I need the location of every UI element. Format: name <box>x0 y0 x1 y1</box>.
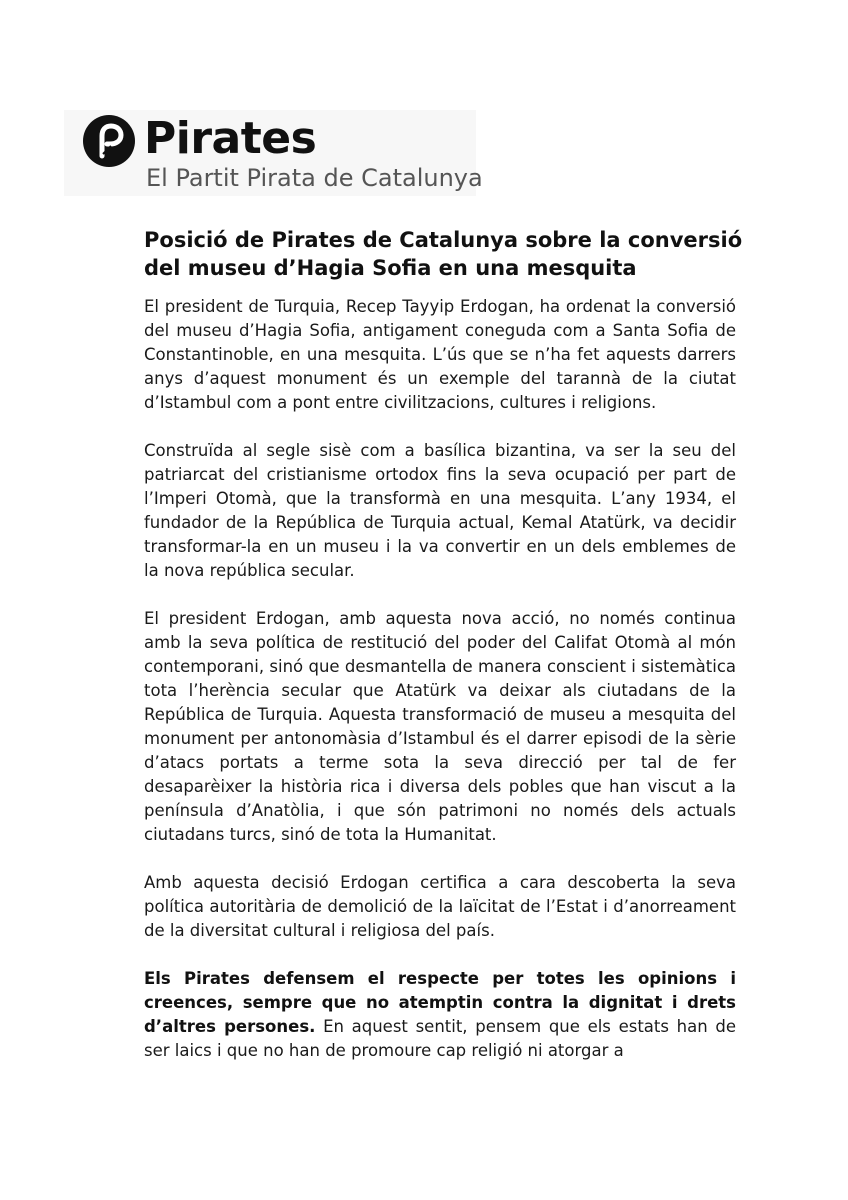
paragraph-3: El president Erdogan, amb aquesta nova acció, no només continua amb la seva política de restitució del poder del Califat Otomà al món contemporani, sinó que desmantella de manera conscient i sistemàtica tota l’herència secular que Atatürk va deixar als ciutadans de la República de Turquia. Aquesta transformació de museu a mesquita del monument per antonomàsia d’Istambul és el darrer episodi de la sèrie d’atacs portats a terme sota la seva direcció per tal de fer desaparèixer la història rica i diversa dels pobles que han viscut a la península d’Anatòlia, i que són patrimoni no només dels actuals ciutadans turcs, sinó de tota la Humanitat. <box>144 609 736 844</box>
logo-wordmark: Pirates <box>144 113 317 164</box>
document-body <box>144 295 736 1063</box>
party-logo <box>64 110 483 196</box>
paragraph-4: Amb aquesta decisió Erdogan certifica a cara descoberta la seva política autoritària de demolició de la laïcitat de l’Estat i d’anorreament de la diversitat cultural i religiosa del país. <box>144 873 736 940</box>
paragraph-1: El president de Turquia, Recep Tayyip Erdogan, ha ordenat la conversió del museu d’Hagia Sofia, antigament coneguda com a Santa Sofia de Constantinoble, en una mesquita. L’ús que se n’ha fet aquests darrers anys d’aquest monument és un exemple del tarannà de la ciutat d’Istambul com a pont entre civilitzacions, cultures i religions. <box>144 297 736 412</box>
paragraph-2: Construïda al segle sisè com a basílica bizantina, va ser la seu del patriarcat del cristianisme ortodox fins la seva ocupació per part de l’Imperi Otomà, que la transformà en una mesquita. L’any 1934, el fundador de la República de Turquia actual, Kemal Atatürk, va decidir transformar-la en un museu i la va convertir en un dels emblemes de la nova república secular. <box>144 441 736 580</box>
logo-tagline: El Partit Pirata de Catalunya <box>146 164 483 192</box>
paragraph-5-normal: En aquest sentit, pensem que els estats han de ser laics i que no han de promoure cap religió ni atorgar a <box>144 1017 736 1060</box>
paragraph-5 <box>144 967 736 1063</box>
pirate-p-logo-icon <box>82 114 136 168</box>
paragraph-5-bold: Els Pirates defensem el respecte per totes les opinions i creences, sempre que no atemptin contra la dignitat i drets d’altres persones. <box>144 969 736 1036</box>
document-title: Posició de Pirates de Catalunya sobre la conversió del museu d’Hagia Sofia en una mesquita <box>144 228 743 280</box>
